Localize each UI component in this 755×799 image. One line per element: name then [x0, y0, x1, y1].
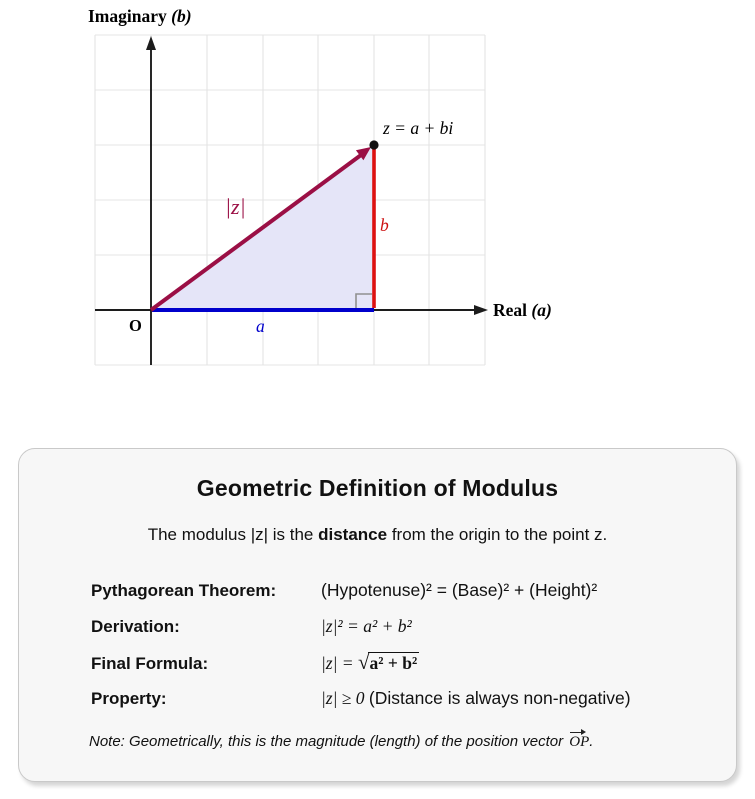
height-label: b: [380, 215, 389, 235]
subtitle-part2: from the origin to the point z.: [387, 525, 608, 544]
row-label: Derivation:: [91, 617, 180, 636]
note-prefix: Note:: [89, 733, 125, 750]
row-formula: [321, 644, 419, 681]
subtitle-emphasis: distance: [318, 525, 388, 544]
radicand: a² + b²: [369, 653, 418, 673]
note-suffix: .: [589, 733, 594, 750]
formula-rows: [91, 572, 736, 716]
row-formula: |z|² = a² + b²: [321, 616, 412, 636]
modulus-definition-panel: [18, 448, 737, 782]
row-label: Final Formula:: [91, 654, 209, 673]
origin-label: O: [129, 316, 142, 335]
row-pythagorean-theorem: [91, 572, 736, 608]
panel-note: [89, 733, 736, 751]
radical-sign-icon: √: [358, 650, 370, 674]
formula-lhs: |z| =: [321, 653, 358, 673]
row-derivation: [91, 608, 736, 644]
base-label: a: [256, 316, 265, 336]
point-z-label: z = a + bi: [383, 118, 454, 138]
subtitle-part1: The modulus |z| is the: [147, 525, 319, 544]
formula-math-part: |z| ≥ 0: [321, 688, 369, 708]
position-vector-op: OP: [569, 734, 590, 750]
row-label: Pythagorean Theorem:: [91, 581, 277, 600]
row-formula: (Hypotenuse)² = (Base)² + (Height)²: [321, 580, 598, 600]
row-label: Property:: [91, 689, 167, 708]
row-formula: [321, 680, 631, 716]
x-axis-arrowhead-icon: [474, 305, 488, 315]
note-body: Geometrically, this is the magnitude (length) of the position vector: [124, 733, 568, 750]
grid-lines: [95, 35, 485, 365]
formula-text-part: (Distance is always non-negative): [368, 688, 631, 708]
x-axis-label: Real (a): [493, 300, 552, 320]
row-final-formula: [91, 644, 736, 680]
point-z-dot: [369, 140, 378, 149]
row-property: [91, 680, 736, 716]
modulus-label: |z|: [225, 194, 246, 219]
y-axis-label: Imaginary (b): [88, 6, 192, 26]
y-axis-arrowhead-icon: [146, 36, 156, 50]
panel-title: Geometric Definition of Modulus: [196, 475, 559, 501]
panel-subtitle: [19, 525, 736, 545]
